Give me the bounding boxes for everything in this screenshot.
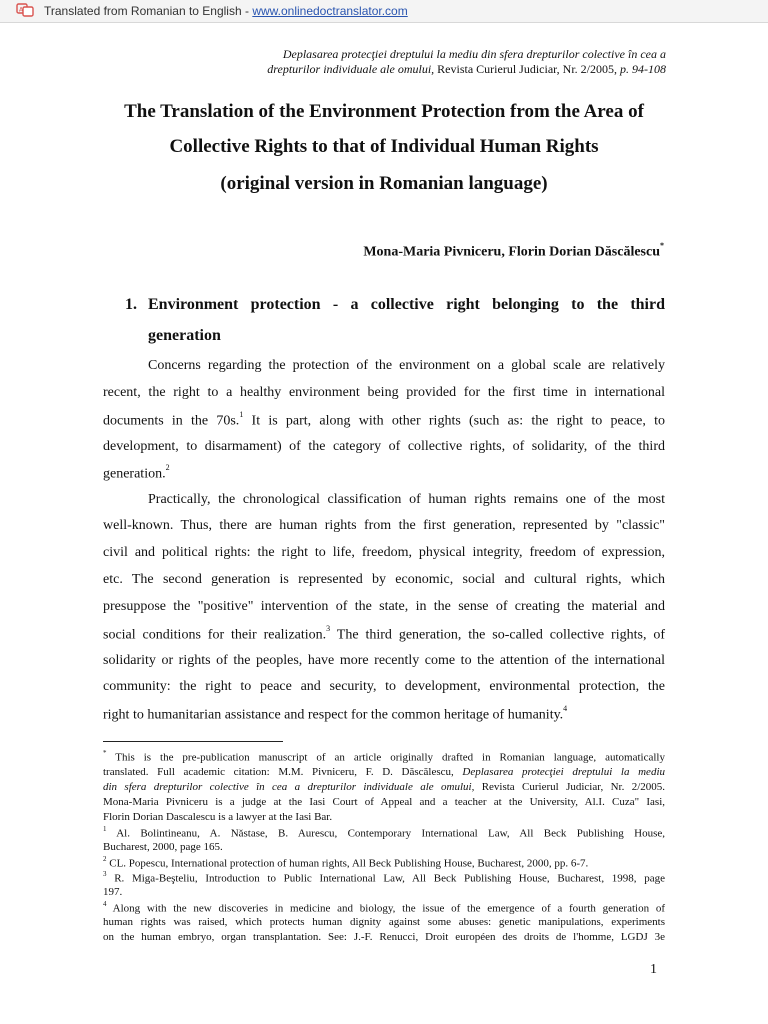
- paragraph-2-line: well-known. Thus, there are human rights from the first generation, represented by "classic": [103, 518, 665, 533]
- paragraph-2-line: solidarity or rights of the peoples, have more recently come to the attention of the international: [103, 653, 665, 668]
- footnote-2-line: $^2$ CL. Popescu, International protection of human rights, All Beck Publishing House, Bucharest, 2000, pp. 6-7.: [103, 855, 589, 870]
- paragraph-2-line: Practically, the chronological classification of human rights remains one of the most: [148, 492, 665, 507]
- footnote-ref-2: 2: [165, 463, 170, 472]
- paper-title-line-3: (original version in Romanian language): [220, 173, 548, 194]
- author-names: Mona-Maria Pivniceru, Florin Dorian Dăscălescu: [363, 244, 660, 260]
- section-number: 1.: [125, 296, 137, 313]
- section-heading-line-1: Environment protection - a collective right belonging to the third: [148, 296, 665, 313]
- footnote-ref-1: 1: [239, 410, 244, 419]
- paragraph-1-line: generation.$^2$: [103, 463, 170, 482]
- svg-text:A: A: [19, 6, 24, 14]
- paragraph-1-line: development, to disarmament) of the category of collective rights, of solidarity, of the third: [103, 439, 665, 454]
- journal-citation: Revista Curierul Judiciar, Nr. 2/2005,: [434, 62, 620, 76]
- footnote-star-line: Florin Dorian Dascalescu is a lawyer at the Iasi Bar.: [103, 811, 333, 823]
- footnote-1-line: Bucharest, 2000, page 165.: [103, 841, 223, 853]
- translate-icon: [16, 3, 34, 17]
- footnote-ref-4: 4: [563, 704, 568, 713]
- footnote-separator: [103, 741, 283, 742]
- paper-title-line-2: Collective Rights to that of Individual Human Rights: [169, 136, 599, 157]
- running-header-line-1: Deplasarea protecţiei dreptului la mediu din sfera drepturilor colective în cea a: [282, 47, 666, 61]
- paragraph-1-line: recent, the right to a healthy environment being provided for the first time in international: [103, 385, 665, 400]
- translator-banner: [0, 0, 768, 23]
- footnote-ref-3: 3: [326, 624, 331, 633]
- paragraph-1-line: Concerns regarding the protection of the environment on a global scale are relatively: [148, 358, 665, 373]
- footnote-4-line: human rights was raised, which protects human dignity against some abuses: genetic manipulations, experiments: [103, 916, 665, 928]
- footnote-1-line: $^1$ Al. Bolintineanu, A. Năstase, B. Aurescu, Contemporary International Law, All Beck Publishing House,: [103, 825, 665, 840]
- paragraph-1-line: documents in the 70s.$^1$ It is part, along with other rights (such as: the right to peace, to: [103, 410, 665, 429]
- footnote-4-line: on the human embryo, organ transplantation. See: J.-F. Renucci, Droit européen des droits de l'homme, LGDJ 3e: [103, 931, 665, 943]
- paragraph-2-line: right to humanitarian assistance and respect for the common heritage of humanity.$^4$: [103, 704, 568, 723]
- journal-pages: p. 94-108: [620, 62, 666, 76]
- paragraph-2-line: social conditions for their realization.$^3$ The third generation, the so-called collective rights, of: [103, 624, 666, 643]
- paragraph-2-line: civil and political rights: the right to life, freedom, physical integrity, freedom of expression,: [103, 545, 665, 560]
- paragraph-2-line: presuppose the "positive" intervention of the state, in the sense of creating the material and: [103, 599, 665, 614]
- author-footnote-marker: *: [660, 241, 664, 250]
- journal-article-title-italic: drepturilor individuale ale omului,: [267, 62, 435, 76]
- paper-title-line-1: The Translation of the Environment Protection from the Area of: [124, 101, 644, 122]
- section-heading-line-2: generation: [148, 327, 221, 344]
- footnote-3-line: 197.: [103, 886, 123, 898]
- translator-banner-text: [44, 4, 408, 18]
- paragraph-2-line: community: the right to peace and security, to development, environmental protection, the: [103, 679, 665, 694]
- footnote-4-line: $^4$ Along with the new discoveries in medicine and biology, the issue of the emergence of a fourth generation of: [103, 900, 665, 915]
- running-header-line-2: [267, 62, 666, 77]
- footnote-star-line: * This is the pre-publication manuscript of an article originally drafted in Romanian language, automatically: [103, 749, 665, 764]
- page-number: 1: [650, 962, 657, 977]
- footnote-star-line: din sfera drepturilor colective în cea a drepturilor individuale ale omului, Revista Curierul Judiciar, Nr. 2/2005.: [103, 781, 665, 793]
- footnote-star-line: translated. Full academic citation: M.M. Pivniceru, F. D. Dăscălescu, Deplasarea protecţiei dreptului la mediu: [103, 766, 665, 778]
- translator-banner-label: Translated from Romanian to English -: [44, 4, 253, 18]
- footnote-star-line: Mona-Maria Pivniceru is a judge at the Iasi Court of Appeal and a teacher at the University, Al.I. Cuza" Iasi,: [103, 796, 665, 808]
- authors: [363, 243, 664, 261]
- footnote-3-line: $^3$ R. Miga-Beşteliu, Introduction to Public International Law, All Beck Publishing House, Bucharest, 1998, page: [103, 870, 665, 885]
- paragraph-2-line: etc. The second generation is represented by economic, social and cultural rights, which: [103, 572, 665, 587]
- translator-link[interactable]: www.onlinedoctranslator.com: [252, 4, 408, 18]
